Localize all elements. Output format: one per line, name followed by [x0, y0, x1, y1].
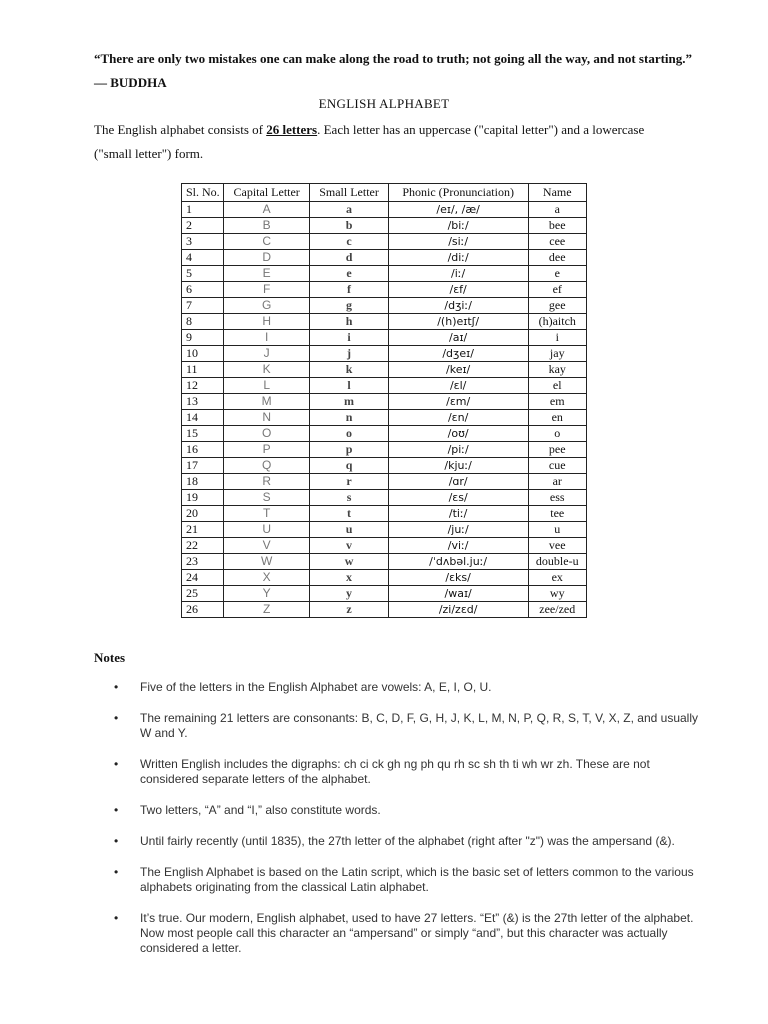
table-row — [182, 522, 587, 538]
letter-name-cell: dee — [528, 250, 587, 266]
table-row — [182, 266, 587, 282]
small-letter-cell: n — [310, 410, 388, 426]
letter-name-cell: tee — [528, 506, 587, 522]
small-letter-cell: l — [310, 378, 388, 394]
page-title: ENGLISH ALPHABET — [318, 96, 450, 111]
small-letter-cell: y — [310, 586, 388, 602]
table-row — [182, 410, 587, 426]
table-body — [182, 202, 587, 618]
letter-name-cell: kay — [528, 362, 587, 378]
small-letter-cell: o — [310, 426, 388, 442]
capital-letter-cell: T — [224, 506, 310, 522]
letter-name-cell: e — [528, 266, 587, 282]
phonic-cell: /zi/zɛd/ — [388, 602, 528, 618]
col-header-name: Name — [528, 184, 587, 202]
table-row — [182, 218, 587, 234]
table-row — [182, 346, 587, 362]
note-item: • Five of the letters in the English Alphabet are vowels: A, E, I, O, U. — [94, 680, 704, 695]
intro-text-post: . Each letter has an uppercase ("capital letter") and a lowercase ("small letter") form. — [94, 122, 645, 161]
serial-cell: 16 — [182, 442, 224, 458]
note-item: • The English Alphabet is based on the Latin script, which is the basic set of letters common to the various alphabets originating from the classical Latin alphabet. — [94, 865, 704, 895]
serial-cell: 23 — [182, 554, 224, 570]
note-item: • It’s true. Our modern, English alphabet, used to have 27 letters. “Et” (&) is the 27th letter of the alphabet. Now most people call this character an “ampersand” or simply “and”, but this character was actually considered a letter. — [94, 911, 704, 956]
col-header-serial: Sl. No. — [182, 184, 224, 202]
letter-name-cell: u — [528, 522, 587, 538]
small-letter-cell: r — [310, 474, 388, 490]
capital-letter-cell: R — [224, 474, 310, 490]
small-letter-cell: i — [310, 330, 388, 346]
phonic-cell: /aɪ/ — [388, 330, 528, 346]
phonic-cell: /siː/ — [388, 234, 528, 250]
serial-cell: 3 — [182, 234, 224, 250]
table-row — [182, 234, 587, 250]
serial-cell: 26 — [182, 602, 224, 618]
phonic-cell: /biː/ — [388, 218, 528, 234]
phonic-cell: /kjuː/ — [388, 458, 528, 474]
small-letter-cell: q — [310, 458, 388, 474]
small-letter-cell: z — [310, 602, 388, 618]
note-item: • Written English includes the digraphs: ch ci ck gh ng ph qu rh sc sh th ti wh wr zh. These are not considered separate letters of the alphabet. — [94, 757, 704, 787]
small-letter-cell: b — [310, 218, 388, 234]
serial-cell: 7 — [182, 298, 224, 314]
small-letter-cell: t — [310, 506, 388, 522]
alphabet-table — [181, 183, 587, 618]
capital-letter-cell: Y — [224, 586, 310, 602]
letter-name-cell: wy — [528, 586, 587, 602]
serial-cell: 19 — [182, 490, 224, 506]
letter-name-cell: vee — [528, 538, 587, 554]
phonic-cell: /ˈdʌbəl.juː/ — [388, 554, 528, 570]
letter-name-cell: em — [528, 394, 587, 410]
capital-letter-cell: O — [224, 426, 310, 442]
table-row — [182, 474, 587, 490]
serial-cell: 22 — [182, 538, 224, 554]
serial-cell: 1 — [182, 202, 224, 218]
serial-cell: 4 — [182, 250, 224, 266]
table-row — [182, 250, 587, 266]
phonic-cell: /ɛl/ — [388, 378, 528, 394]
letter-name-cell: ef — [528, 282, 587, 298]
capital-letter-cell: Z — [224, 602, 310, 618]
small-letter-cell: u — [310, 522, 388, 538]
capital-letter-cell: G — [224, 298, 310, 314]
capital-letter-cell: B — [224, 218, 310, 234]
letter-name-cell: (h)aitch — [528, 314, 587, 330]
serial-cell: 18 — [182, 474, 224, 490]
phonic-cell: /eɪ/, /æ/ — [388, 202, 528, 218]
serial-cell: 15 — [182, 426, 224, 442]
serial-cell: 13 — [182, 394, 224, 410]
serial-cell: 20 — [182, 506, 224, 522]
serial-cell: 10 — [182, 346, 224, 362]
note-item: • Until fairly recently (until 1835), the 27th letter of the alphabet (right after "z") was the ampersand (&). — [94, 834, 704, 849]
letter-name-cell: gee — [528, 298, 587, 314]
capital-letter-cell: A — [224, 202, 310, 218]
intro-text-pre: The English alphabet consists of — [94, 122, 267, 137]
small-letter-cell: p — [310, 442, 388, 458]
small-letter-cell: m — [310, 394, 388, 410]
phonic-cell: /tiː/ — [388, 506, 528, 522]
capital-letter-cell: E — [224, 266, 310, 282]
buddha-quote: “There are only two mistakes one can make along the road to truth; not going all the way, and not starting.” — BUDDHA — [94, 51, 693, 90]
note-item: • The remaining 21 letters are consonants: B, C, D, F, G, H, J, K, L, M, N, P, Q, R, S, T, V, X, Z, and usually W and Y. — [94, 711, 704, 741]
small-letter-cell: e — [310, 266, 388, 282]
letter-name-cell: o — [528, 426, 587, 442]
intro-paragraph — [94, 118, 674, 166]
phonic-cell: /ɛm/ — [388, 394, 528, 410]
table-row — [182, 570, 587, 586]
phonic-cell: /dʒeɪ/ — [388, 346, 528, 362]
table-row — [182, 202, 587, 218]
small-letter-cell: w — [310, 554, 388, 570]
letter-name-cell: jay — [528, 346, 587, 362]
phonic-cell: /(h)eɪtʃ/ — [388, 314, 528, 330]
notes-heading: Notes — [94, 650, 126, 665]
serial-cell: 8 — [182, 314, 224, 330]
table-row — [182, 586, 587, 602]
table-row — [182, 506, 587, 522]
serial-cell: 5 — [182, 266, 224, 282]
small-letter-cell: g — [310, 298, 388, 314]
letter-name-cell: ess — [528, 490, 587, 506]
letter-name-cell: bee — [528, 218, 587, 234]
table-row — [182, 394, 587, 410]
phonic-cell: /waɪ/ — [388, 586, 528, 602]
serial-cell: 21 — [182, 522, 224, 538]
capital-letter-cell: W — [224, 554, 310, 570]
capital-letter-cell: J — [224, 346, 310, 362]
phonic-cell: /diː/ — [388, 250, 528, 266]
small-letter-cell: x — [310, 570, 388, 586]
col-header-small: Small Letter — [310, 184, 388, 202]
letter-name-cell: zee/zed — [528, 602, 587, 618]
intro-letter-count: 26 letters — [266, 122, 318, 137]
capital-letter-cell: X — [224, 570, 310, 586]
small-letter-cell: j — [310, 346, 388, 362]
capital-letter-cell: K — [224, 362, 310, 378]
table-row — [182, 554, 587, 570]
phonic-cell: /dʒiː/ — [388, 298, 528, 314]
serial-cell: 12 — [182, 378, 224, 394]
phonic-cell: /ɛf/ — [388, 282, 528, 298]
notes-list — [94, 680, 704, 972]
table-row — [182, 282, 587, 298]
letter-name-cell: i — [528, 330, 587, 346]
table-row — [182, 330, 587, 346]
table-row — [182, 362, 587, 378]
table-row — [182, 538, 587, 554]
table-row — [182, 458, 587, 474]
col-header-capital: Capital Letter — [224, 184, 310, 202]
letter-name-cell: double-u — [528, 554, 587, 570]
table-row — [182, 426, 587, 442]
phonic-cell: /ɑr/ — [388, 474, 528, 490]
capital-letter-cell: Q — [224, 458, 310, 474]
small-letter-cell: h — [310, 314, 388, 330]
table-row — [182, 314, 587, 330]
letter-name-cell: cee — [528, 234, 587, 250]
table-row — [182, 298, 587, 314]
letter-name-cell: cue — [528, 458, 587, 474]
capital-letter-cell: S — [224, 490, 310, 506]
phonic-cell: /iː/ — [388, 266, 528, 282]
capital-letter-cell: M — [224, 394, 310, 410]
serial-cell: 25 — [182, 586, 224, 602]
table-row — [182, 378, 587, 394]
capital-letter-cell: I — [224, 330, 310, 346]
note-item: • Two letters, “A” and “I,” also constitute words. — [94, 803, 704, 818]
small-letter-cell: v — [310, 538, 388, 554]
capital-letter-cell: H — [224, 314, 310, 330]
capital-letter-cell: C — [224, 234, 310, 250]
phonic-cell: /keɪ/ — [388, 362, 528, 378]
capital-letter-cell: U — [224, 522, 310, 538]
serial-cell: 24 — [182, 570, 224, 586]
letter-name-cell: a — [528, 202, 587, 218]
table-row — [182, 602, 587, 618]
capital-letter-cell: P — [224, 442, 310, 458]
phonic-cell: /ɛs/ — [388, 490, 528, 506]
serial-cell: 14 — [182, 410, 224, 426]
capital-letter-cell: D — [224, 250, 310, 266]
letter-name-cell: pee — [528, 442, 587, 458]
letter-name-cell: ex — [528, 570, 587, 586]
serial-cell: 17 — [182, 458, 224, 474]
small-letter-cell: d — [310, 250, 388, 266]
phonic-cell: /oʊ/ — [388, 426, 528, 442]
phonic-cell: /juː/ — [388, 522, 528, 538]
serial-cell: 2 — [182, 218, 224, 234]
phonic-cell: /viː/ — [388, 538, 528, 554]
table-row — [182, 490, 587, 506]
serial-cell: 11 — [182, 362, 224, 378]
letter-name-cell: en — [528, 410, 587, 426]
phonic-cell: /ɛks/ — [388, 570, 528, 586]
table-header-row — [182, 184, 587, 202]
phonic-cell: /piː/ — [388, 442, 528, 458]
small-letter-cell: f — [310, 282, 388, 298]
col-header-phonic: Phonic (Pronunciation) — [388, 184, 528, 202]
capital-letter-cell: F — [224, 282, 310, 298]
phonic-cell: /ɛn/ — [388, 410, 528, 426]
capital-letter-cell: N — [224, 410, 310, 426]
letter-name-cell: el — [528, 378, 587, 394]
small-letter-cell: c — [310, 234, 388, 250]
small-letter-cell: a — [310, 202, 388, 218]
capital-letter-cell: V — [224, 538, 310, 554]
table-row — [182, 442, 587, 458]
serial-cell: 9 — [182, 330, 224, 346]
small-letter-cell: s — [310, 490, 388, 506]
letter-name-cell: ar — [528, 474, 587, 490]
capital-letter-cell: L — [224, 378, 310, 394]
serial-cell: 6 — [182, 282, 224, 298]
small-letter-cell: k — [310, 362, 388, 378]
